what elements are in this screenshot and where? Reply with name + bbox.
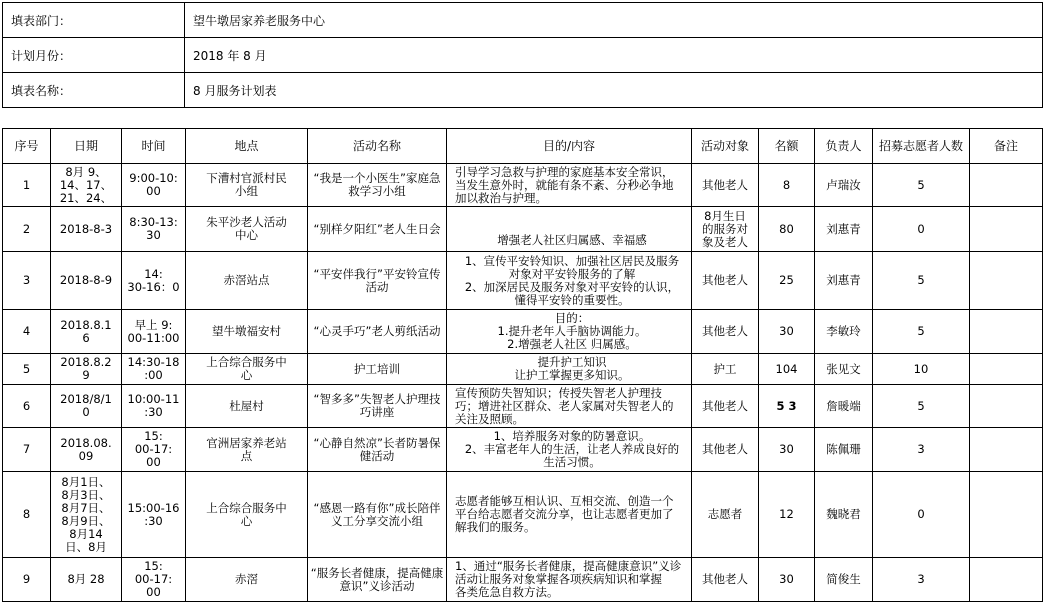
table-row: [3, 252, 1043, 310]
cell-content: 提升护工知识 让护工掌握更多知识。: [447, 354, 692, 385]
cell-volunteers: 5: [873, 164, 970, 207]
cell-owner: 刘惠青: [815, 252, 873, 310]
cell-content: 宣传预防失智知识；传授失智老人护理技 巧；增进社区群众、老人家属对失智老人的 关注及照顾。: [447, 385, 692, 428]
cell-activity: “别样夕阳红”老人生日会: [308, 207, 447, 252]
cell-time: 14: 30-16：0: [122, 252, 186, 310]
cell-remark: [970, 472, 1043, 558]
cell-date: 2018-8-3: [51, 207, 122, 252]
cell-activity: “智多多”失智老人护理技 巧讲座: [308, 385, 447, 428]
col-remark-header: 备注: [970, 129, 1043, 164]
table-row: [3, 354, 1043, 385]
cell-remark: [970, 310, 1043, 354]
table-row: [3, 310, 1043, 354]
cell-volunteers: 3: [873, 428, 970, 472]
col-owner-header: 负责人: [815, 129, 873, 164]
col-content-header: 目的/内容: [447, 129, 692, 164]
cell-index: 4: [3, 310, 51, 354]
cell-volunteers: 5: [873, 385, 970, 428]
cell-quota: 30: [759, 428, 815, 472]
cell-content: 引导学习急救与护理的家庭基本安全常识， 当发生意外时，就能有条不紊、分秒必争地 加以救治与护理。: [447, 164, 692, 207]
cell-place: 上合综合服务中 心: [186, 354, 308, 385]
cell-date: 8月 28: [51, 558, 122, 602]
col-date-header: 日期: [51, 129, 122, 164]
cell-date: 2018/8/1 0: [51, 385, 122, 428]
cell-activity: “心静自然凉”长者防暑保 健活动: [308, 428, 447, 472]
cell-date: 8月 9、 14、17、 21、24、: [51, 164, 122, 207]
cell-owner: 卢瑞汝: [815, 164, 873, 207]
cell-activity: “心灵手巧”老人剪纸活动: [308, 310, 447, 354]
cell-time: 早上 9: 00-11:00: [122, 310, 186, 354]
header-row-department: [3, 3, 1043, 38]
cell-volunteers: 0: [873, 207, 970, 252]
cell-content: 目的： 1.提升老年人手脑协调能力。 2.增强老人社区 归属感。: [447, 310, 692, 354]
title-value: 8 月服务计划表: [185, 73, 1043, 108]
cell-target: 志愿者: [692, 472, 759, 558]
cell-content: 增强老人社区归属感、幸福感: [447, 207, 692, 252]
cell-quota: 5 3: [759, 385, 815, 428]
cell-target: 护工: [692, 354, 759, 385]
cell-time: 9:00-10: 00: [122, 164, 186, 207]
form-header-table: [2, 2, 1043, 108]
cell-index: 2: [3, 207, 51, 252]
cell-index: 8: [3, 472, 51, 558]
cell-time: 15: 00-17: 00: [122, 558, 186, 602]
cell-index: 3: [3, 252, 51, 310]
cell-quota: 12: [759, 472, 815, 558]
cell-owner: 魏晓君: [815, 472, 873, 558]
cell-place: 下漕村官派村民 小组: [186, 164, 308, 207]
cell-activity: “平安伴我行”平安铃宣传 活动: [308, 252, 447, 310]
cell-owner: 李敏玲: [815, 310, 873, 354]
cell-target: 8月生日 的服务对 象及老人: [692, 207, 759, 252]
cell-volunteers: 0: [873, 472, 970, 558]
col-time-header: 时间: [122, 129, 186, 164]
cell-content: 1、宣传平安铃知识、加强社区居民及服务 对象对平安铃服务的了解 2、加深居民及服务对象对平安铃的认识， 懂得平安铃的重要性。: [447, 252, 692, 310]
cell-date: 8月1日、 8月3日、 8月7日、 8月9日、 8月14 日、8月: [51, 472, 122, 558]
table-row: [3, 472, 1043, 558]
cell-index: 6: [3, 385, 51, 428]
cell-target: 其他老人: [692, 385, 759, 428]
cell-activity: “服务长者健康，提高健康 意识”义诊活动: [308, 558, 447, 602]
cell-quota: 30: [759, 310, 815, 354]
cell-target: 其他老人: [692, 252, 759, 310]
cell-date: 2018.8.1 6: [51, 310, 122, 354]
cell-content: 1、培养服务对象的防暑意识。 2、丰富老年人的生活，让老人养成良好的 生活习惯。: [447, 428, 692, 472]
cell-target: 其他老人: [692, 164, 759, 207]
cell-volunteers: 10: [873, 354, 970, 385]
title-label: 填表名称：: [3, 73, 185, 108]
cell-owner: 张见文: [815, 354, 873, 385]
col-index-header: 序号: [3, 129, 51, 164]
cell-index: 7: [3, 428, 51, 472]
col-volunteers-header: 招募志愿者人数: [873, 129, 970, 164]
table-row: [3, 207, 1043, 252]
cell-remark: [970, 385, 1043, 428]
cell-target: 其他老人: [692, 428, 759, 472]
cell-owner: 陈佩珊: [815, 428, 873, 472]
cell-remark: [970, 428, 1043, 472]
cell-place: 朱平沙老人活动 中心: [186, 207, 308, 252]
cell-remark: [970, 558, 1043, 602]
cell-volunteers: 5: [873, 310, 970, 354]
cell-time: 15: 00-17: 00: [122, 428, 186, 472]
department-label: 填表部门：: [3, 3, 185, 38]
cell-volunteers: 5: [873, 252, 970, 310]
department-value: 望牛墩居家养老服务中心: [185, 3, 1043, 38]
cell-date: 2018-8-9: [51, 252, 122, 310]
cell-index: 9: [3, 558, 51, 602]
cell-place: 望牛墩福安村: [186, 310, 308, 354]
cell-quota: 80: [759, 207, 815, 252]
col-target-header: 活动对象: [692, 129, 759, 164]
cell-time: 15:00-16 :30: [122, 472, 186, 558]
cell-place: 赤滘: [186, 558, 308, 602]
month-label: 计划月份：: [3, 38, 185, 73]
cell-owner: 简俊生: [815, 558, 873, 602]
service-plan-table: [2, 128, 1043, 602]
cell-date: 2018.08. 09: [51, 428, 122, 472]
cell-quota: 30: [759, 558, 815, 602]
cell-target: 其他老人: [692, 558, 759, 602]
cell-index: 5: [3, 354, 51, 385]
cell-quota: 104: [759, 354, 815, 385]
table-row: [3, 558, 1043, 602]
cell-remark: [970, 354, 1043, 385]
header-row-month: [3, 38, 1043, 73]
table-header-row: [3, 129, 1043, 164]
cell-time: 8:30-13: 30: [122, 207, 186, 252]
cell-remark: [970, 207, 1043, 252]
cell-quota: 8: [759, 164, 815, 207]
table-row: [3, 164, 1043, 207]
cell-content: 志愿者能够互相认识、互相交流、创造一个 平台给志愿者交流分享，也让志愿者更加了 解我们的服务。: [447, 472, 692, 558]
table-row: [3, 385, 1043, 428]
month-value: 2018 年 8 月: [185, 38, 1043, 73]
cell-place: 赤滘站点: [186, 252, 308, 310]
cell-remark: [970, 164, 1043, 207]
cell-index: 1: [3, 164, 51, 207]
cell-quota: 25: [759, 252, 815, 310]
cell-place: 上合综合服务中 心: [186, 472, 308, 558]
cell-activity: 护工培训: [308, 354, 447, 385]
cell-date: 2018.8.2 9: [51, 354, 122, 385]
cell-activity: “我是一个小医生”家庭急 救学习小组: [308, 164, 447, 207]
cell-time: 10:00-11 :30: [122, 385, 186, 428]
col-quota-header: 名额: [759, 129, 815, 164]
cell-volunteers: 3: [873, 558, 970, 602]
cell-time: 14:30-18 :00: [122, 354, 186, 385]
cell-content: 1、通过“服务长者健康，提高健康意识”义诊 活动让服务对象掌握各项疾病知识和掌握 各类危急自救方法。: [447, 558, 692, 602]
cell-place: 杜屋村: [186, 385, 308, 428]
cell-activity: “感恩一路有你”成长陪伴 义工分享交流小组: [308, 472, 447, 558]
col-place-header: 地点: [186, 129, 308, 164]
cell-remark: [970, 252, 1043, 310]
cell-place: 官洲居家养老站 点: [186, 428, 308, 472]
cell-owner: 刘惠青: [815, 207, 873, 252]
col-activity-header: 活动名称: [308, 129, 447, 164]
cell-target: 其他老人: [692, 310, 759, 354]
cell-owner: 詹暖端: [815, 385, 873, 428]
table-row: [3, 428, 1043, 472]
header-row-title: [3, 73, 1043, 108]
